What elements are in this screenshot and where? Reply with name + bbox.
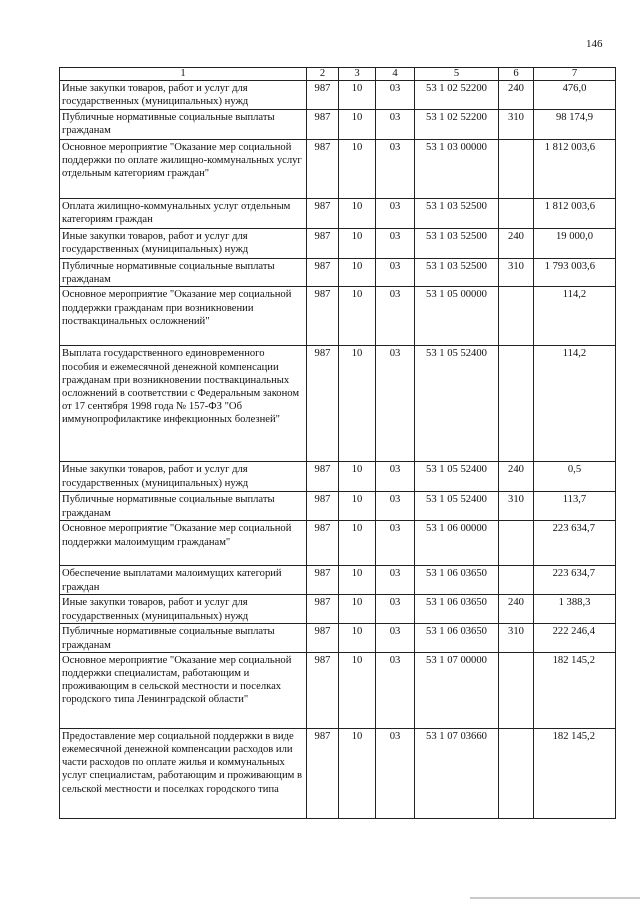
row-name: Публичные нормативные социальные выплаты гражданам xyxy=(60,492,307,521)
page-number: 146 xyxy=(586,38,603,50)
table-row xyxy=(60,728,616,818)
row-expense-type: 310 xyxy=(499,110,534,140)
table-row xyxy=(60,229,616,259)
row-amount: 1 812 003,6 xyxy=(534,140,616,199)
row-subsection: 03 xyxy=(376,566,415,595)
row-section: 10 xyxy=(339,287,376,346)
row-subsection: 03 xyxy=(376,624,415,652)
row-admin-code: 987 xyxy=(307,259,339,287)
row-subsection: 03 xyxy=(376,287,415,346)
row-expense-type xyxy=(499,521,534,566)
col-header-7: 7 xyxy=(534,68,616,81)
table-row xyxy=(60,259,616,287)
row-target-article: 53 1 05 52400 xyxy=(415,492,499,521)
row-amount: 1 812 003,6 xyxy=(534,199,616,229)
row-section: 10 xyxy=(339,259,376,287)
row-subsection: 03 xyxy=(376,140,415,199)
row-target-article: 53 1 07 03660 xyxy=(415,728,499,818)
row-section: 10 xyxy=(339,199,376,229)
row-admin-code: 987 xyxy=(307,462,339,492)
row-name: Публичные нормативные социальные выплаты гражданам xyxy=(60,110,307,140)
row-subsection: 03 xyxy=(376,259,415,287)
row-name: Обеспечение выплатами малоимущих категорий граждан xyxy=(60,566,307,595)
row-amount: 114,2 xyxy=(534,287,616,346)
row-subsection: 03 xyxy=(376,229,415,259)
row-name: Иные закупки товаров, работ и услуг для государственных (муниципальных) нужд xyxy=(60,229,307,259)
col-header-5: 5 xyxy=(415,68,499,81)
row-name: Иные закупки товаров, работ и услуг для государственных (муниципальных) нужд xyxy=(60,595,307,624)
row-section: 10 xyxy=(339,652,376,728)
row-name: Основное мероприятие "Оказание мер социальной поддержки гражданам при возникновении поствакцинальных осложнений" xyxy=(60,287,307,346)
row-subsection: 03 xyxy=(376,652,415,728)
row-name: Выплата государственного единовременного пособия и ежемесячной денежной компенсации гражданам при возникновении поствакцинальных осложнений в соответствии с Федеральным законом от 17 сентября 1998 года № 157-ФЗ "Об иммунопрофилактике инфекционных болезней" xyxy=(60,346,307,462)
row-subsection: 03 xyxy=(376,492,415,521)
row-section: 10 xyxy=(339,595,376,624)
row-expense-type xyxy=(499,566,534,595)
row-name: Предоставление мер социальной поддержки в виде ежемесячной денежной компенсации расходов или части расходов по оплате жилья и коммунальных услуг специалистам, работающим и проживающим в сельской местности и поселках городского типа xyxy=(60,728,307,818)
row-expense-type: 240 xyxy=(499,81,534,110)
row-admin-code: 987 xyxy=(307,140,339,199)
col-header-3: 3 xyxy=(339,68,376,81)
col-header-1: 1 xyxy=(60,68,307,81)
table-row xyxy=(60,346,616,462)
row-section: 10 xyxy=(339,624,376,652)
scan-edge-line xyxy=(470,897,640,899)
row-admin-code: 987 xyxy=(307,287,339,346)
row-name: Публичные нормативные социальные выплаты гражданам xyxy=(60,259,307,287)
row-admin-code: 987 xyxy=(307,595,339,624)
row-subsection: 03 xyxy=(376,728,415,818)
row-target-article: 53 1 06 00000 xyxy=(415,521,499,566)
row-subsection: 03 xyxy=(376,110,415,140)
table-row xyxy=(60,521,616,566)
row-expense-type xyxy=(499,199,534,229)
row-expense-type xyxy=(499,287,534,346)
row-amount: 182 145,2 xyxy=(534,728,616,818)
row-target-article: 53 1 03 00000 xyxy=(415,140,499,199)
row-admin-code: 987 xyxy=(307,566,339,595)
row-target-article: 53 1 07 00000 xyxy=(415,652,499,728)
row-section: 10 xyxy=(339,346,376,462)
row-target-article: 53 1 03 52500 xyxy=(415,259,499,287)
col-header-6: 6 xyxy=(499,68,534,81)
col-header-2: 2 xyxy=(307,68,339,81)
row-subsection: 03 xyxy=(376,521,415,566)
row-target-article: 53 1 05 52400 xyxy=(415,462,499,492)
row-subsection: 03 xyxy=(376,346,415,462)
row-name: Основное мероприятие "Оказание мер социальной поддержки по оплате жилищно-коммунальных услуг отдельным категориям граждан" xyxy=(60,140,307,199)
row-amount: 98 174,9 xyxy=(534,110,616,140)
row-target-article: 53 1 06 03650 xyxy=(415,566,499,595)
row-admin-code: 987 xyxy=(307,492,339,521)
table-row xyxy=(60,140,616,199)
row-target-article: 53 1 06 03650 xyxy=(415,595,499,624)
row-target-article: 53 1 02 52200 xyxy=(415,81,499,110)
row-admin-code: 987 xyxy=(307,624,339,652)
table-row xyxy=(60,81,616,110)
table-row xyxy=(60,624,616,652)
row-amount: 114,2 xyxy=(534,346,616,462)
row-amount: 223 634,7 xyxy=(534,566,616,595)
row-admin-code: 987 xyxy=(307,652,339,728)
row-section: 10 xyxy=(339,110,376,140)
row-expense-type: 310 xyxy=(499,259,534,287)
row-expense-type xyxy=(499,728,534,818)
row-target-article: 53 1 06 03650 xyxy=(415,624,499,652)
row-subsection: 03 xyxy=(376,199,415,229)
row-expense-type: 240 xyxy=(499,595,534,624)
row-name: Основное мероприятие "Оказание мер социальной поддержки специалистам, работающим и проживающим в сельской местности и поселках городского типа Ленинградской области" xyxy=(60,652,307,728)
table-row xyxy=(60,595,616,624)
row-amount: 19 000,0 xyxy=(534,229,616,259)
row-target-article: 53 1 05 52400 xyxy=(415,346,499,462)
row-amount: 113,7 xyxy=(534,492,616,521)
row-admin-code: 987 xyxy=(307,81,339,110)
table-row xyxy=(60,110,616,140)
table-row xyxy=(60,566,616,595)
row-expense-type: 240 xyxy=(499,462,534,492)
row-section: 10 xyxy=(339,492,376,521)
row-admin-code: 987 xyxy=(307,346,339,462)
row-admin-code: 987 xyxy=(307,521,339,566)
row-subsection: 03 xyxy=(376,595,415,624)
row-amount: 476,0 xyxy=(534,81,616,110)
row-amount: 182 145,2 xyxy=(534,652,616,728)
row-section: 10 xyxy=(339,462,376,492)
row-amount: 1 793 003,6 xyxy=(534,259,616,287)
row-admin-code: 987 xyxy=(307,110,339,140)
budget-table xyxy=(59,67,616,819)
table-row xyxy=(60,199,616,229)
row-subsection: 03 xyxy=(376,81,415,110)
table-row xyxy=(60,492,616,521)
row-subsection: 03 xyxy=(376,462,415,492)
row-name: Оплата жилищно-коммунальных услуг отдельным категориям граждан xyxy=(60,199,307,229)
row-section: 10 xyxy=(339,566,376,595)
row-name: Публичные нормативные социальные выплаты гражданам xyxy=(60,624,307,652)
row-name: Иные закупки товаров, работ и услуг для государственных (муниципальных) нужд xyxy=(60,81,307,110)
row-expense-type xyxy=(499,652,534,728)
row-expense-type: 310 xyxy=(499,624,534,652)
row-expense-type: 240 xyxy=(499,229,534,259)
row-section: 10 xyxy=(339,229,376,259)
table-row xyxy=(60,462,616,492)
row-admin-code: 987 xyxy=(307,728,339,818)
row-amount: 1 388,3 xyxy=(534,595,616,624)
table-row xyxy=(60,652,616,728)
row-expense-type xyxy=(499,140,534,199)
row-amount: 223 634,7 xyxy=(534,521,616,566)
row-name: Основное мероприятие "Оказание мер социальной поддержки малоимущим гражданам" xyxy=(60,521,307,566)
row-section: 10 xyxy=(339,140,376,199)
row-target-article: 53 1 03 52500 xyxy=(415,229,499,259)
row-target-article: 53 1 03 52500 xyxy=(415,199,499,229)
row-expense-type: 310 xyxy=(499,492,534,521)
row-admin-code: 987 xyxy=(307,229,339,259)
row-expense-type xyxy=(499,346,534,462)
row-target-article: 53 1 02 52200 xyxy=(415,110,499,140)
table-row xyxy=(60,287,616,346)
row-admin-code: 987 xyxy=(307,199,339,229)
row-name: Иные закупки товаров, работ и услуг для государственных (муниципальных) нужд xyxy=(60,462,307,492)
row-target-article: 53 1 05 00000 xyxy=(415,287,499,346)
header-row xyxy=(60,68,616,81)
col-header-4: 4 xyxy=(376,68,415,81)
row-amount: 222 246,4 xyxy=(534,624,616,652)
row-section: 10 xyxy=(339,521,376,566)
row-section: 10 xyxy=(339,81,376,110)
row-amount: 0,5 xyxy=(534,462,616,492)
row-section: 10 xyxy=(339,728,376,818)
